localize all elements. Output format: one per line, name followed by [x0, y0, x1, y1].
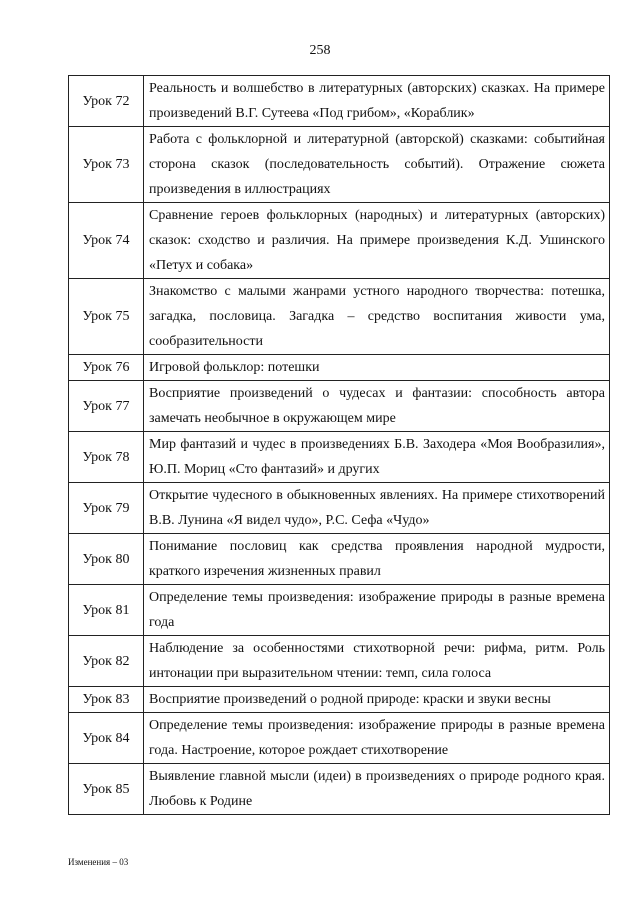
- lesson-topic: Понимание пословиц как средства проявления народной мудрости, краткого изречения жизненных правил: [144, 534, 610, 585]
- lesson-topic: Знакомство с малыми жанрами устного народного творчества: потешка, загадка, пословица. Загадка – средство воспитания живости ума, сообразительности: [144, 279, 610, 355]
- table-row: [69, 127, 610, 203]
- table-row: [69, 534, 610, 585]
- lesson-topic: Открытие чудесного в обыкновенных явлениях. На примере стихотворений В.В. Лунина «Я видел чудо», Р.С. Сефа «Чудо»: [144, 483, 610, 534]
- table-row: [69, 687, 610, 713]
- table-row: [69, 585, 610, 636]
- lesson-topic: Восприятие произведений о родной природе: краски и звуки весны: [144, 687, 610, 713]
- lesson-label: Урок 76: [69, 355, 144, 381]
- table-row: [69, 203, 610, 279]
- lesson-table: [68, 75, 610, 815]
- lesson-label: Урок 75: [69, 279, 144, 355]
- lesson-topic: Определение темы произведения: изображение природы в разные времена года. Настроение, которое рождает стихотворение: [144, 713, 610, 764]
- table-row: [69, 713, 610, 764]
- lesson-topic: Работа с фольклорной и литературной (авторской) сказками: событийная сторона сказок (последовательность событий). Отражение сюжета произведения в иллюстрациях: [144, 127, 610, 203]
- lesson-label: Урок 80: [69, 534, 144, 585]
- footer-note: Изменения – 03: [68, 857, 129, 867]
- table-row: [69, 355, 610, 381]
- page-number: 258: [309, 43, 331, 58]
- table-row: [69, 279, 610, 355]
- lesson-topic: Наблюдение за особенностями стихотворной речи: рифма, ритм. Роль интонации при выразительном чтении: темп, сила голоса: [144, 636, 610, 687]
- table-row: [69, 381, 610, 432]
- lesson-label: Урок 78: [69, 432, 144, 483]
- lesson-topic: Восприятие произведений о чудесах и фантазии: способность автора замечать необычное в окружающем мире: [144, 381, 610, 432]
- lesson-topic: Игровой фольклор: потешки: [144, 355, 610, 381]
- lesson-label: Урок 84: [69, 713, 144, 764]
- lesson-topic: Реальность и волшебство в литературных (авторских) сказках. На примере произведений В.Г. Сутеева «Под грибом», «Кораблик»: [144, 76, 610, 127]
- table-row: [69, 764, 610, 815]
- table-row: [69, 432, 610, 483]
- lesson-topic: Мир фантазий и чудес в произведениях Б.В. Заходера «Моя Вообразилия», Ю.П. Мориц «Сто фантазий» и других: [144, 432, 610, 483]
- lesson-label: Урок 79: [69, 483, 144, 534]
- lesson-label: Урок 82: [69, 636, 144, 687]
- lesson-label: Урок 72: [69, 76, 144, 127]
- lesson-label: Урок 74: [69, 203, 144, 279]
- lesson-label: Урок 77: [69, 381, 144, 432]
- lesson-label: Урок 73: [69, 127, 144, 203]
- lesson-topic: Сравнение героев фольклорных (народных) и литературных (авторских) сказок: сходство и различия. На примере произведения К.Д. Ушинского «Петух и собака»: [144, 203, 610, 279]
- lesson-label: Урок 81: [69, 585, 144, 636]
- lesson-topic: Выявление главной мысли (идеи) в произведениях о природе родного края. Любовь к Родине: [144, 764, 610, 815]
- lesson-topic: Определение темы произведения: изображение природы в разные времена года: [144, 585, 610, 636]
- lesson-label: Урок 83: [69, 687, 144, 713]
- lesson-label: Урок 85: [69, 764, 144, 815]
- table-row: [69, 76, 610, 127]
- table-row: [69, 636, 610, 687]
- table-row: [69, 483, 610, 534]
